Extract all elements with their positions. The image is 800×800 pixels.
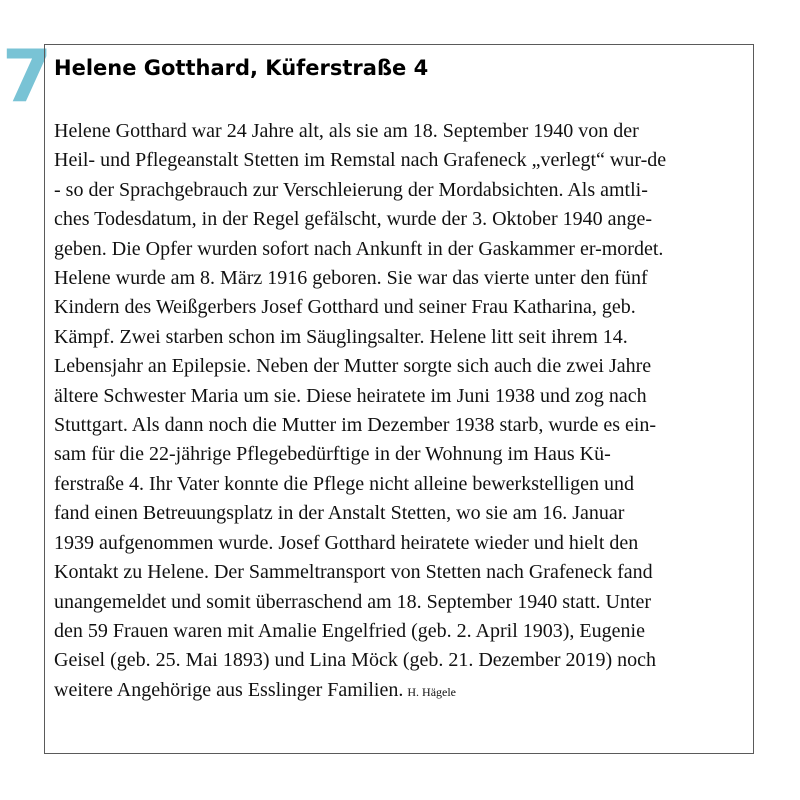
body-line: 1939 aufgenommen wurde. Josef Gotthard heiratete wieder und hielt den [54,531,639,554]
body-line: unangemeldet und somit überraschend am 18. September 1940 statt. Unter [54,590,652,613]
body-line: geben. Die Opfer wurden sofort nach Ankunft in der Gaskammer er-mordet. [54,237,664,260]
body-line: Helene Gotthard war 24 Jahre alt, als sie am 18. September 1940 von der [54,120,639,142]
body-line: ches Todesdatum, in der Regel gefälscht, wurde der 3. Oktober 1940 ange- [54,208,653,231]
body-line: fand einen Betreuungsplatz in der Anstalt Stetten, wo sie am 16. Januar [54,502,625,525]
author-signature: H. Hägele [407,684,457,699]
body-line: Heil- und Pflegeanstalt Stetten im Remstal nach Grafeneck „verlegt“ wur-de [54,149,667,172]
article-title: Helene Gotthard, Küferstraße 4 [54,56,429,80]
article-body [54,117,744,707]
body-line: Lebensjahr an Epilepsie. Neben der Mutter sorgte sich auch die zwei Jahre [54,355,652,378]
body-line: Geisel (geb. 25. Mai 1893) und Lina Möck (geb. 21. Dezember 2019) noch [54,649,657,672]
body-line: ferstraße 4. Ihr Vater konnte die Pflege nicht alleine bewerkstelligen und [54,472,634,495]
body-line: sam für die 22-jährige Pflegebedürftige in der Wohnung im Haus Kü- [54,443,611,466]
body-line: Kontakt zu Helene. Der Sammeltransport von Stetten nach Grafeneck fand [54,561,653,584]
body-line: Kämpf. Zwei starben schon im Säuglingsalter. Helene litt seit ihrem 14. [54,325,628,348]
body-line-last [54,676,744,707]
body-line: - so der Sprachgebrauch zur Verschleierung der Mordabsichten. Als amtli- [54,178,648,201]
body-line: ältere Schwester Maria um sie. Diese heiratete im Juni 1938 und zog nach [54,384,647,407]
body-line: Helene wurde am 8. März 1916 geboren. Sie war das vierte unter den fünf [54,267,648,290]
section-number: 7 [2,34,51,118]
body-line: den 59 Frauen waren mit Amalie Engelfried (geb. 2. April 1903), Eugenie [54,619,645,642]
body-line: Stuttgart. Als dann noch die Mutter im Dezember 1938 starb, wurde es ein- [54,414,657,437]
body-line: Kindern des Weißgerbers Josef Gotthard und seiner Frau Katharina, geb. [54,296,636,319]
body-line-text: weitere Angehörige aus Esslinger Familien. [54,678,404,701]
